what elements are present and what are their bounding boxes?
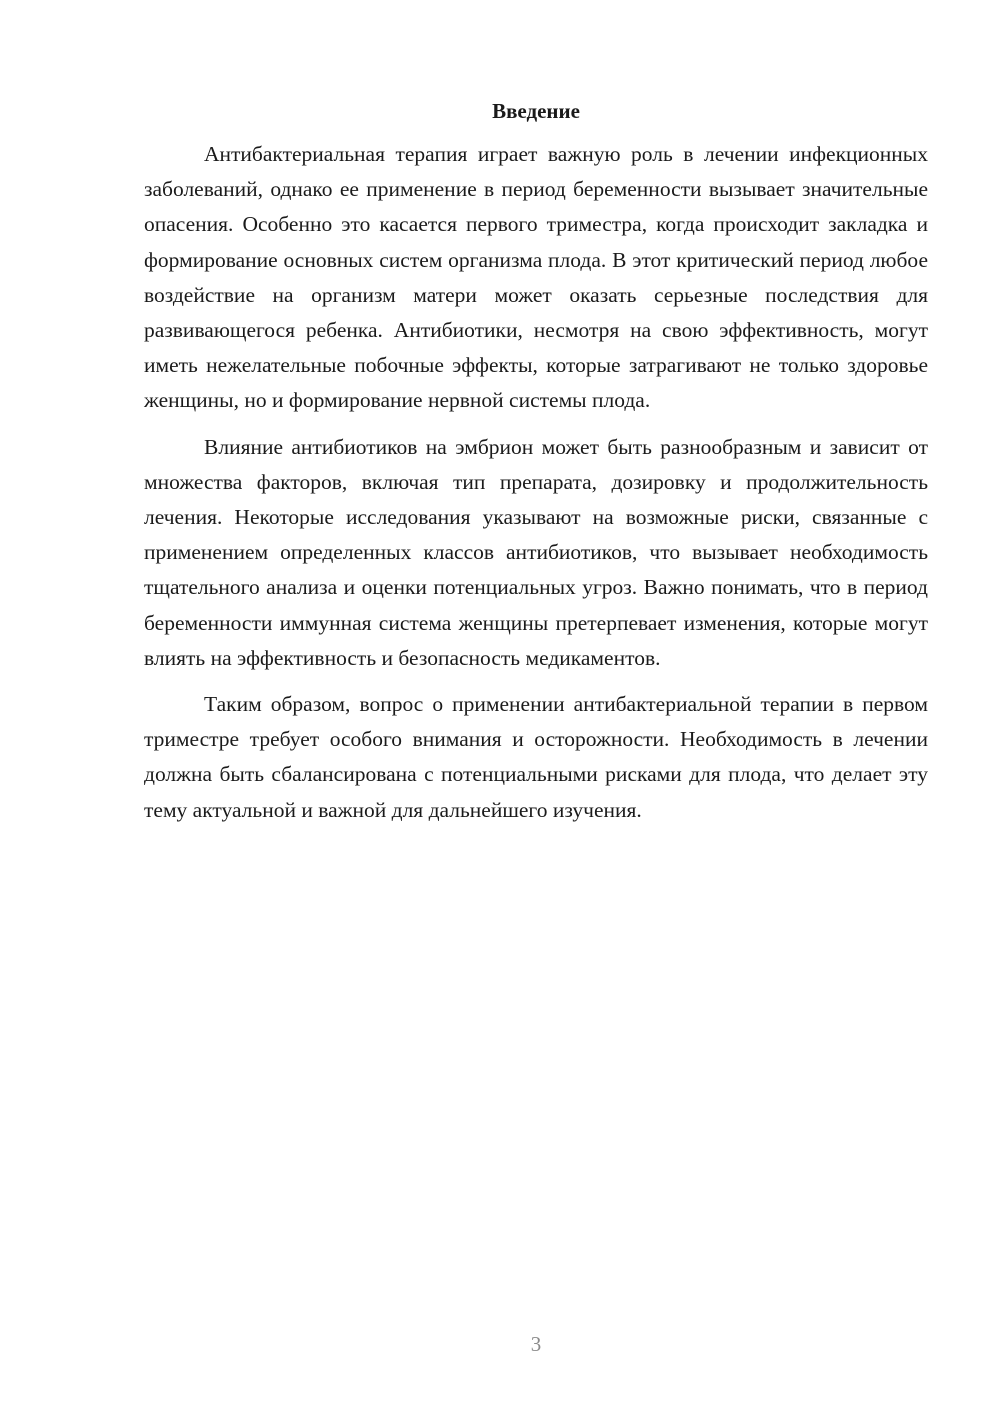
section-title: Введение <box>492 99 580 123</box>
paragraph-1: Антибактериальная терапия играет важную роль в лечении инфекционных заболеваний, однако ее применение в период беременности вызывает значительные опасения. Особенно это касается первого триместра, когда происходит закладка и формирование основных систем организма плода. В этот критический период любое воздействие на организм матери может оказать серьезные последствия для развивающегося ребенка. Антибиотики, несмотря на свою эффективность, могут иметь нежелательные побочные эффекты, которые затрагивают не только здоровье женщины, но и формирование нервной системы плода. <box>144 142 928 413</box>
document-body <box>144 96 928 828</box>
paragraph-2: Влияние антибиотиков на эмбрион может быть разнообразным и зависит от множества факторов, включая тип препарата, дозировку и продолжительность лечения. Некоторые исследования указывают на возможные риски, связанные с применением определенных классов антибиотиков, что вызывает необходимость тщательного анализа и оценки потенциальных угроз. Важно понимать, что в период беременности иммунная система женщины претерпевает изменения, которые могут влиять на эффективность и безопасность медикаментов. <box>144 434 928 670</box>
page-number: 3 <box>530 1332 542 1356</box>
paragraph-3: Таким образом, вопрос о применении антибактериальной терапии в первом триместре требует особого внимания и осторожности. Необходимость в лечении должна быть сбалансирована с потенциальными рисками для плода, что делает эту тему актуальной и важной для дальнейшего изучения. <box>144 692 928 822</box>
